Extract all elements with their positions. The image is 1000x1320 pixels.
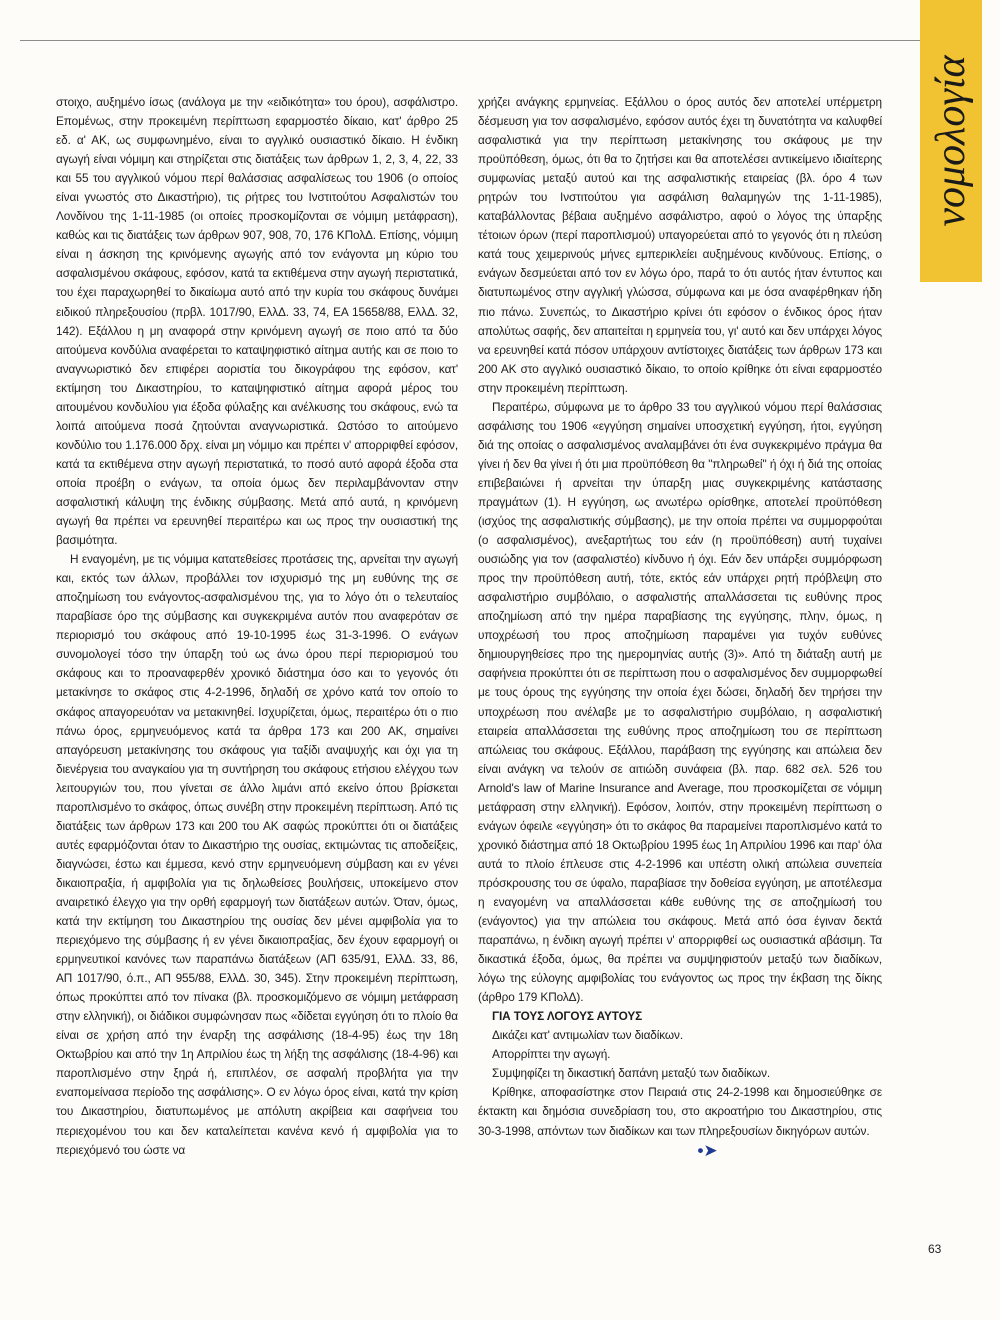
end-of-article-icon: •➤ — [697, 1140, 718, 1160]
paragraph: χρήζει ανάγκης ερμηνείας. Εξάλλου ο όρος αυτός δεν αποτελεί υπέρμετρη δέσμευση για τον ασφαλισμένο, εφόσον αυτός έχει τη δυνατότητα να καλυφθεί ασφαλιστικά για την περίπτωση μετακίνησης του σκάφους με την προϋπόθεση, όμως, ότι θα το ζητήσει και θα αποτελέσει αντικείμενο ιδιαίτερης συμφωνίας μεταξύ αυτού και της ασφαλιστικής εταιρείας (βλ. όρο 4 των ρητρών του Ινστιτούτου για ασφάλιση θαλαμηγών της 1-11-1985), καταβάλλοντας βέβαια αυξημένο ασφάλιστρο, αφού ο λόγος της ύπαρξης τέτοιων όρων (περί παροπλισμού) υπαγορεύεται από το γεγονός ότι η πλεύση κατά τους χειμερινούς μήνες εμπερικλείει αυξημένους κινδύνους. Επίσης, ο ενάγων δεσμεύεται από τον εν λόγω όρο, παρά το ότι αυτός ήταν έντυπος και διατυπωμένος στην αγγλική γλώσσα, σύμφωνα και με όσα αναφέρθηκαν ήδη πιο πάνω. Συνεπώς, το Δικαστήριο κρίνει ότι εφόσον ο ένδικος όρος ήταν απολύτως σαφής, δεν απαιτείται η ερμηνεία του, γι' αυτό και δεν υπάρχει λόγος να ερευνηθεί κατά πόσον υπάρχουν αντίστοιχες διατάξεις των άρθρων 173 και 200 ΑΚ στο αγγλικό ουσιαστικό δίκαιο, το οποίο κρίθηκε ότι είναι εφαρμοστέο στην προκειμένη περίπτωση. — [478, 95, 882, 395]
paragraph: Συμψηφίζει τη δικαστική δαπάνη μεταξύ των διαδίκων. — [492, 1066, 771, 1081]
paragraph: Η εναγομένη, με τις νόμιμα κατατεθείσες προτάσεις της, αρνείται την αγωγή και, εκτός των άλλων, προβάλλει τον ισχυρισμό της μη ευθύνης της σε αποζημίωση του ενάγοντος-ασφαλισμένου της, για το λόγο ότι ο τελευταίος παραβίασε όρο της σύμβασης και συγκεκριμένα αυτόν που αναφερόταν σε περιορισμό του σκάφους από 19-10-1995 έως 31-3-1996. Ο ενάγων συνομολογεί τόσο την ύπαρξη τού ως άνω όρου περί περιορισμού του σκάφους και το προαναφερθέν χρονικό διάστημα όσο και το γεγονός ότι μετακίνησε το σκάφος στις 4-2-1996, δηλαδή σε χρόνο κατά τον οποίο το σκάφος απαγορευόταν να μετακινηθεί. Ισχυρίζεται, όμως, περαιτέρω ότι ο πιο πάνω όρος, ερμηνευόμενος κατά τα άρθρα 173 και 200 ΑΚ, σημαίνει απαγόρευση μετακίνησης του σκάφους για ταξίδι αναψυχής και όχι για τη διενέργεια του αναγκαίου για τη συντήρηση του σκάφους ετήσιου ελέγχου των λειτουργιών του, που γίνεται σε άλλο λιμάνι από εκείνο όπου βρίσκεται παροπλισμένο το σκάφος, όπως συνέβη στην προκειμένη περίπτωση. Από τις διατάξεις των άρθρων 173 και 200 του ΑΚ σαφώς προκύπτει ότι οι διατάξεις αυτές εφαρμόζονται όταν το Δικαστήριο της ουσίας, εκτιμώντας τις αποδείξεις, διαγνώσει, έστω και έμμεσα, κενό στην ερμηνευόμενη σύμβαση και εν γένει δικαιοπραξία, ή αμφιβολία για τις δηλωθείσες βουλήσεις, υποκείμενο στον αναιρετικό έλεγχο για την ορθή εφαρμογή των διατάξεων αυτών. Όταν, όμως, κατά την εκτίμηση του Δικαστηρίου της ουσίας δεν μένει αμφιβολία για το περιεχόμενο της σύμβασης ή εν γένει δικαιοπραξίας, δεν έχουν εφαρμογή οι ερμηνευτικοί κανόνες των παραπάνω διατάξεων (ΑΠ 635/91, ΕλλΔ. 33, 86, ΑΠ 1017/90, ό.π., ΑΠ 955/88, ΕλλΔ. 30, 345). Στην προκειμένη περίπτωση, όπως προκύπτει από τον πίνακα (βλ. προσκομιζόμενο σε νόμιμη μετάφραση στην ελληνική), οι διάδικοι συμφώνησαν πως «δίδεται εγγύηση ότι το πλοίο θα είναι σε χρήση από την έναρξη της ασφάλισης (18-4-95) έως την 18η Οκτωβρίου και από την 1η Απριλίου έως τη λήξη της ασφάλισης (18-4-96) και παροπλισμένο στην ξηρά ή, επιπλέον, σε ασφαλή προβλήτα για την εναπομείνασα περίοδο της ασφάλισης». Ο εν λόγω όρος είναι, κατά την κρίση του Δικαστηρίου, διατυπωμένος με απόλυτη ακρίβεια και σαφήνεια του περιεχομένου του και δεν καταλείπεται κανένα κενό ή αμφιβολία για το περιεχόμενό του ώστε να — [56, 552, 458, 1157]
right-column — [478, 93, 882, 1160]
paragraph: Περαιτέρω, σύμφωνα με το άρθρο 33 του αγγλικού νόμου περί θαλάσσιας ασφάλισης του 1906 «εγγύηση σημαίνει υποσχετική εγγύηση, ήτοι, εγγύηση διά της οποίας ο ασφαλισμένος αναλαμβάνει ότι ένα συγκεκριμένο πράγμα θα γίνει ή δεν θα γίνει ή ότι μια προϋπόθεση θα "πληρωθεί" ή όχι ή διά της οποίας επιβεβαιώνει ή αρνείται την ύπαρξη μιας συγκεκριμένης κατάστασης πραγμάτων (1). Η εγγύηση, ως ανωτέρω ορίσθηκε, αποτελεί προϋπόθεση (ισχύος της ασφαλιστικής σύμβασης), με την οποία πρέπει να συμμορφούται (ο ασφαλισμένος), ανεξαρτήτως του εάν (η προϋπόθεση) αυτή τυχαίνει ουσιώδης για τον (ασφαλιστέο) κίνδυνο ή όχι. Εάν δεν υπάρξει συμμόρφωση προς την προϋπόθεση αυτή, τότε, εκτός εάν υπάρχει ρητή πρόβλεψη στο ασφαλιστήριο συμβόλαιο, ο ασφαλιστής απαλλάσσεται τις ευθύνης προς αποζημίωση από την ημέρα παραβίασης της εγγύησης, πλην, όμως, η υποχρέωσή του προς αποζημίωση παραμένει για τυχόν ευθύνες δημιουργηθείσες προ της ημερομηνίας αυτής (3)». Από τη διάταξη αυτή με σαφήνεια προκύπτει ότι σε περίπτωση που ο ασφαλισμένος δεν συμμορφωθεί με τους όρους της εγγύησης την οποία έχει δώσει, δηλαδή δεν τηρήσει την υποχρέωση που ανέλαβε με το ασφαλιστήριο συμβόλαιο, η ασφαλιστική εταιρεία απαλλάσσεται της ευθύνης προς αποζημίωση του σε περίπτωση απώλειας του σκάφους. Εξάλλου, παράβαση της εγγύησης και απώλεια δεν είναι ανάγκη να τελούν σε αιτιώδη συνάφεια (βλ. παρ. 682 σελ. 526 του Arnold's law of Marine Insurance and Average, που προσκομίζεται σε νόμιμη μετάφραση στην ελληνική). Εφόσον, λοιπόν, στην προκειμένη περίπτωση ο ενάγων όφειλε «εγγύηση» ότι το σκάφος θα παραμείνει παροπλισμένο κατά το χρονικό διάστημα από 18 Οκτωβρίου 1995 έως 1η Απριλίου 1996 και παρ' όλα αυτά το πλοίο έπλευσε στις 4-2-1996 και υπέστη ολική απώλεια συνεπεία πρόσκρουσης του σε ύφαλο, παραβίασε την δοθείσα εγγύηση, με αποτέλεσμα η εναγομένη να απαλλάσσεται κάθε ευθύνης της σε αποζημίωσή του (ενάγοντος) για την απώλεια του σκάφους. Μετά από όσα έγιναν δεκτά παραπάνω, η ένδικη αγωγή πρέπει ν' απορριφθεί ως ουσιαστικά αβάσιμη. Τα δικαστικά έξοδα, όμως, θα πρέπει να συμψηφιστούν μεταξύ των διαδίκων, λόγω της εύλογης αμφιβολίας του ενάγοντος ως προς την έκβαση της δίκης (άρθρο 179 ΚΠολΔ). — [478, 399, 882, 1005]
section-label: νομολογία — [928, 55, 974, 227]
section-tab — [920, 0, 982, 282]
paragraph: στοιχο, αυξημένο ίσως (ανάλογα με την «ειδικότητα» του όρου), ασφάλιστρο. Επομένως, στην προκειμένη περίπτωση εφαρμοστέο δίκαιο, κατ' άρθρο 25 εδ. α' ΑΚ, ως συμφωνημένο, είναι το αγγλικό ουσιαστικό δίκαιο. Η ένδικη αγωγή είναι νόμιμη και στηρίζεται στις διατάξεις των άρθρων 1, 2, 3, 4, 22, 33 και 55 του αγγλικού νόμου περί θαλάσσιας ασφαλίσεως του 1906 (ο οποίος είναι γνωστός στο Δικαστήριο), τις ρήτρες του Ινστιτούτου Ασφαλιστών του Λονδίνου της 1-11-1985 (οι οποίες προσκομίζονται σε νόμιμη μετάφραση), καθώς και τις διατάξεις των άρθρων 907, 908, 70, 176 ΚΠολΔ. Επίσης, νόμιμη είναι η άσκηση της κρινόμενης αγωγής από τον ενάγοντα μη κύριο του ασφαλισμένου σκάφους, εφόσον, κατά τα εκτιθέμενα στην αγωγή περιστατικά, του έχει παραχωρηθεί το δικαίωμα αυτό από την κυρία του σκάφους δυνάμει ειδικού πληρεξουσίου (πρβλ. 1017/90, ΕλλΔ. 33, 74, ΕΑ 15658/88, ΕλλΔ. 32, 142). Εξάλλου η μη αναφορά στην κρινόμενη αγωγή σε ποιο από τα δύο αιτούμενα κονδύλια αναφέρεται το καταψηφιστικό αίτημα αυτής και σε ποιο το αναγνωριστικό δεν επιφέρει αοριστία του δικογράφου της εφόσον, κατ' εκτίμηση του Δικαστηρίου, το καταψηφιστικό αίτημα αφορά μέρος του αιτουμένου κονδυλίου για έξοδα φύλαξης και ανέλκυσης του σκάφους, ενώ τα λοιπά αιτούμενα ποσά ζητούνται αναγνωριστικά. Ωστόσο το αιτούμενο κονδύλιο του 1.176.000 δρχ. είναι μη νόμιμο και πρέπει ν' απορριφθεί εφόσον, κατά τα εκτιθέμενα στην αγωγή περιστατικά, το ποσό αυτό αφορά έξοδα στα οποία προέβη ο ενάγων, τα οποία όμως δεν περιλαμβάνονταν στην ασφαλιστική κάλυψη της ένδικης σύμβασης. Μετά από αυτά, η κρινόμενη αγωγή θα πρέπει να ερευνηθεί περαιτέρω και ως προς την ουσιαστική της βασιμότητα. — [56, 95, 458, 548]
header-rule — [20, 40, 925, 41]
section-heading: ΓΙΑ ΤΟΥΣ ΛΟΓΟΥΣ ΑΥΤΟΥΣ — [492, 1009, 643, 1024]
paragraph: Δικάζει κατ' αντιμωλίαν των διαδίκων. — [492, 1028, 684, 1043]
left-column — [56, 93, 458, 1160]
paragraph: Κρίθηκε, αποφασίστηκε στον Πειραιά στις 24-2-1998 και δημοσιεύθηκε σε έκτακτη και δημόσια συνεδρίαση του, στο ακροατήριο του Δικαστηρίου, στις 30-3-1998, απόντων των διαδίκων και των πληρεξουσίων δικηγόρων αυτών. — [478, 1085, 882, 1138]
paragraph: Απορρίπτει την αγωγή. — [492, 1047, 611, 1062]
page-number: 63 — [928, 1242, 942, 1256]
